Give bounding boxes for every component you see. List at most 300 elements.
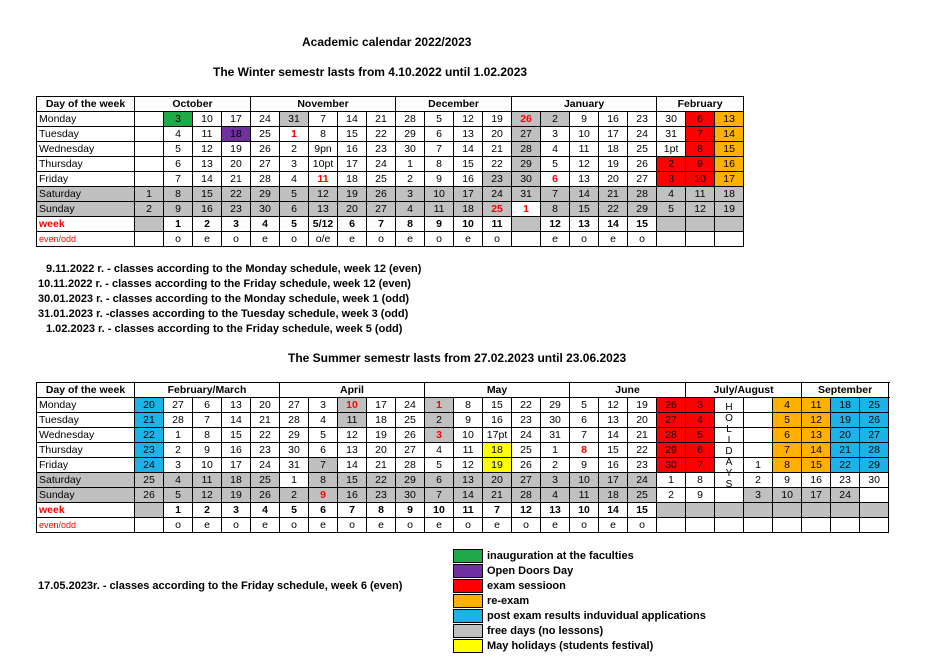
- day-name: Monday: [37, 112, 135, 127]
- date-cell: 18: [222, 473, 251, 488]
- table-row: [37, 473, 889, 488]
- date-cell: 3: [541, 473, 570, 488]
- legend-label: Open Doors Day: [487, 564, 574, 577]
- date-cell: 3: [541, 127, 570, 142]
- week-label: week: [37, 503, 135, 518]
- date-cell: 15: [802, 458, 831, 473]
- day-name: Monday: [37, 398, 135, 413]
- date-cell: 14: [454, 488, 483, 503]
- date-cell: 11: [802, 398, 831, 413]
- date-cell: 17: [715, 172, 744, 187]
- schedule-note: 31.01.2023 r. -classes according to the Tuesday schedule, week 3 (odd): [38, 308, 409, 320]
- week-number: 1: [164, 217, 193, 232]
- date-cell: 21: [135, 413, 164, 428]
- table-row: [37, 413, 889, 428]
- date-cell: 17: [599, 473, 628, 488]
- date-cell: 19: [831, 413, 860, 428]
- date-cell: 29: [512, 157, 541, 172]
- date-cell: 31: [280, 112, 309, 127]
- week-number: 6: [338, 217, 367, 232]
- even-odd-value: o: [425, 232, 454, 247]
- date-cell: 24: [628, 127, 657, 142]
- date-cell: 12: [599, 398, 628, 413]
- date-cell: 31: [541, 428, 570, 443]
- date-cell: 8: [541, 202, 570, 217]
- even-odd-value: o: [164, 518, 193, 533]
- date-cell: 8: [164, 187, 193, 202]
- even-odd-value: o: [512, 518, 541, 533]
- date-cell: 6: [773, 428, 802, 443]
- date-cell: 10: [193, 458, 222, 473]
- legend-label: re-exam: [487, 594, 530, 607]
- date-cell: 5: [570, 398, 599, 413]
- date-cell: 11: [193, 127, 222, 142]
- date-cell: 5: [164, 142, 193, 157]
- legend-item: [453, 638, 706, 653]
- date-cell: 20: [222, 157, 251, 172]
- date-cell: 5: [164, 488, 193, 503]
- schedule-note: 1.02.2023 r. - classes according to the Friday schedule, week 5 (odd): [46, 323, 403, 335]
- date-cell: 6: [280, 202, 309, 217]
- even-odd-value: e: [251, 518, 280, 533]
- date-cell: 9: [164, 202, 193, 217]
- week-number: 15: [628, 503, 657, 518]
- date-cell: 24: [628, 473, 657, 488]
- date-cell: 12: [686, 202, 715, 217]
- date-cell: 15: [715, 142, 744, 157]
- date-cell: 23: [135, 443, 164, 458]
- week-number: [715, 217, 744, 232]
- date-cell: 4: [164, 473, 193, 488]
- date-cell: 27: [657, 413, 686, 428]
- date-cell: 12: [193, 142, 222, 157]
- date-cell: 27: [860, 428, 889, 443]
- schedule-note: 30.01.2023 r. - classes according to the Monday schedule, week 1 (odd): [38, 293, 410, 305]
- date-cell: 30: [396, 488, 425, 503]
- date-cell: 21: [483, 142, 512, 157]
- date-cell: 2: [135, 202, 164, 217]
- date-cell: 26: [251, 142, 280, 157]
- date-cell: 28: [628, 187, 657, 202]
- date-cell: 1: [744, 458, 773, 473]
- date-cell: 11: [570, 488, 599, 503]
- date-cell: 3: [280, 157, 309, 172]
- date-cell: 31: [657, 127, 686, 142]
- date-cell: [135, 172, 164, 187]
- legend-item: [453, 548, 706, 563]
- even-odd-value: o: [396, 518, 425, 533]
- day-name: Sunday: [37, 202, 135, 217]
- date-cell: 2: [280, 142, 309, 157]
- even-odd-value: o: [280, 232, 309, 247]
- even-odd-value: [686, 232, 715, 247]
- date-cell: 20: [483, 473, 512, 488]
- week-number: [715, 503, 744, 518]
- week-number: 10: [454, 217, 483, 232]
- date-cell: 27: [512, 473, 541, 488]
- date-cell: 27: [164, 398, 193, 413]
- date-cell: 8: [309, 473, 338, 488]
- month-header: February: [657, 97, 744, 112]
- day-name: Tuesday: [37, 413, 135, 428]
- date-cell: 4: [657, 187, 686, 202]
- even-odd-value: [657, 232, 686, 247]
- date-cell: 11: [686, 187, 715, 202]
- date-cell: 23: [628, 458, 657, 473]
- date-cell: 9: [425, 172, 454, 187]
- date-cell: 6: [425, 127, 454, 142]
- date-cell: 22: [367, 473, 396, 488]
- day-name: Thursday: [37, 443, 135, 458]
- week-number: 14: [599, 503, 628, 518]
- date-cell: 3: [657, 172, 686, 187]
- date-cell: 31: [512, 187, 541, 202]
- date-cell: 16: [599, 112, 628, 127]
- table-row: [37, 142, 744, 157]
- even-odd-value: [715, 232, 744, 247]
- legend-swatch: [453, 564, 483, 578]
- date-cell: 18: [338, 172, 367, 187]
- summer-calendar-table: [36, 382, 889, 533]
- date-cell: 10: [686, 172, 715, 187]
- week-number: 14: [599, 217, 628, 232]
- legend-label: May holidays (students festival): [487, 639, 654, 652]
- date-cell: 22: [367, 127, 396, 142]
- even-odd-value: [715, 518, 744, 533]
- date-cell: 20: [251, 398, 280, 413]
- date-cell: 29: [251, 187, 280, 202]
- date-cell: 5: [425, 112, 454, 127]
- date-cell: 1: [425, 398, 454, 413]
- holidays-letter: H: [725, 402, 733, 413]
- date-cell: 13: [715, 112, 744, 127]
- day-name: Saturday: [37, 473, 135, 488]
- date-cell: 25: [367, 172, 396, 187]
- date-cell: 7: [425, 142, 454, 157]
- date-cell: [744, 398, 773, 413]
- date-cell: 7: [686, 127, 715, 142]
- date-cell: 1: [396, 157, 425, 172]
- even-odd-value: [512, 232, 541, 247]
- date-cell: 21: [831, 443, 860, 458]
- legend-item: [453, 593, 706, 608]
- date-cell: 16: [338, 488, 367, 503]
- table-row: [37, 187, 744, 202]
- week-number: 2: [193, 503, 222, 518]
- holidays-letter: S: [725, 479, 733, 490]
- date-cell: 13: [309, 202, 338, 217]
- date-cell: 14: [338, 112, 367, 127]
- date-cell: 11: [570, 142, 599, 157]
- date-cell: 12: [454, 112, 483, 127]
- date-cell: 19: [483, 458, 512, 473]
- even-odd-value: [831, 518, 860, 533]
- month-header: June: [570, 383, 686, 398]
- date-cell: 9: [454, 413, 483, 428]
- legend-swatch: [453, 609, 483, 623]
- date-cell: 10: [773, 488, 802, 503]
- date-cell: 20: [367, 443, 396, 458]
- week-number: [686, 217, 715, 232]
- date-cell: 19: [367, 428, 396, 443]
- date-cell: 15: [483, 398, 512, 413]
- legend-swatch: [453, 624, 483, 638]
- date-cell: 25: [251, 127, 280, 142]
- date-cell: 10: [425, 187, 454, 202]
- date-cell: 22: [512, 398, 541, 413]
- date-cell: 12: [454, 458, 483, 473]
- date-cell: 12: [193, 488, 222, 503]
- date-cell: 15: [338, 127, 367, 142]
- date-cell: 10pt: [309, 157, 338, 172]
- date-cell: 8: [193, 428, 222, 443]
- date-cell: 29: [657, 443, 686, 458]
- legend-label: exam sessioon: [487, 579, 566, 592]
- legend-swatch: [453, 639, 483, 653]
- legend-item: [453, 623, 706, 638]
- date-cell: 3: [396, 187, 425, 202]
- date-cell: 7: [309, 112, 338, 127]
- date-cell: 11: [193, 473, 222, 488]
- week-number: [135, 217, 164, 232]
- date-cell: 28: [280, 413, 309, 428]
- date-cell: 10: [193, 112, 222, 127]
- date-cell: 28: [512, 488, 541, 503]
- date-cell: 26: [396, 428, 425, 443]
- date-cell: 4: [425, 443, 454, 458]
- day-of-week-header: Day of the week: [37, 97, 135, 112]
- date-cell: 11: [338, 413, 367, 428]
- even-odd-value: e: [541, 232, 570, 247]
- day-name: Wednesday: [37, 428, 135, 443]
- date-cell: 4: [309, 413, 338, 428]
- even-odd-label: even/odd: [37, 232, 135, 247]
- date-cell: 7: [309, 458, 338, 473]
- date-cell: 27: [251, 157, 280, 172]
- date-cell: 29: [396, 127, 425, 142]
- date-cell: 30: [860, 473, 889, 488]
- even-odd-value: [773, 518, 802, 533]
- date-cell: 23: [483, 172, 512, 187]
- holidays-letter: O: [725, 413, 733, 424]
- date-cell: 27: [628, 172, 657, 187]
- date-cell: 25: [628, 488, 657, 503]
- date-cell: 17pt: [483, 428, 512, 443]
- date-cell: 8: [309, 127, 338, 142]
- date-cell: 21: [599, 187, 628, 202]
- date-cell: 7: [164, 172, 193, 187]
- schedule-note: 9.11.2022 r. - classes according to the Monday schedule, week 12 (even): [46, 263, 422, 275]
- even-odd-value: o/e: [309, 232, 338, 247]
- date-cell: 2: [541, 458, 570, 473]
- date-cell: 22: [222, 187, 251, 202]
- date-cell: 21: [367, 112, 396, 127]
- even-odd-value: [744, 518, 773, 533]
- date-cell: 29: [396, 473, 425, 488]
- date-cell: 26: [657, 398, 686, 413]
- week-number: [860, 503, 889, 518]
- date-cell: 24: [367, 157, 396, 172]
- date-cell: 17: [454, 187, 483, 202]
- week-number: 10: [570, 503, 599, 518]
- date-cell: [744, 413, 773, 428]
- date-cell: 23: [367, 142, 396, 157]
- date-cell: 8: [686, 142, 715, 157]
- date-cell: 17: [599, 127, 628, 142]
- date-cell: 20: [135, 398, 164, 413]
- even-odd-value: o: [628, 518, 657, 533]
- date-cell: [135, 142, 164, 157]
- table-row: [37, 428, 889, 443]
- calendar-title: Academic calendar 2022/2023: [302, 35, 472, 49]
- date-cell: 19: [628, 398, 657, 413]
- legend-item: [453, 563, 706, 578]
- date-cell: 7: [570, 428, 599, 443]
- date-cell: 6: [193, 398, 222, 413]
- date-cell: 26: [367, 187, 396, 202]
- date-cell: 8: [773, 458, 802, 473]
- date-cell: 10: [454, 428, 483, 443]
- date-cell: 19: [222, 488, 251, 503]
- week-label: week: [37, 217, 135, 232]
- date-cell: 30: [251, 202, 280, 217]
- date-cell: [744, 428, 773, 443]
- date-cell: 22: [483, 157, 512, 172]
- table-row: [37, 458, 889, 473]
- date-cell: 29: [280, 428, 309, 443]
- date-cell: 19: [715, 202, 744, 217]
- date-cell: 16: [715, 157, 744, 172]
- week-number: 2: [193, 217, 222, 232]
- holidays-letter: A: [725, 457, 733, 468]
- day-name: Friday: [37, 458, 135, 473]
- date-cell: 28: [396, 112, 425, 127]
- date-cell: 30: [657, 458, 686, 473]
- week-number: [802, 503, 831, 518]
- date-cell: 9: [686, 488, 715, 503]
- table-row: [37, 157, 744, 172]
- date-cell: 16: [802, 473, 831, 488]
- date-cell: 25: [483, 202, 512, 217]
- date-cell: 7: [773, 443, 802, 458]
- date-cell: 25: [135, 473, 164, 488]
- schedule-note: 10.11.2022 r. - classes according to the Friday schedule, week 12 (even): [38, 278, 411, 290]
- date-cell: 1: [280, 473, 309, 488]
- week-number: 13: [541, 503, 570, 518]
- date-cell: 18: [222, 127, 251, 142]
- winter-calendar-table: [36, 96, 744, 247]
- date-cell: 24: [512, 428, 541, 443]
- date-cell: 11: [425, 202, 454, 217]
- date-cell: 16: [483, 413, 512, 428]
- date-cell: 30: [280, 443, 309, 458]
- date-cell: 15: [454, 157, 483, 172]
- date-cell: 5: [425, 458, 454, 473]
- date-cell: 1: [541, 443, 570, 458]
- date-cell: 8: [570, 443, 599, 458]
- even-odd-value: o: [570, 232, 599, 247]
- even-odd-value: e: [338, 232, 367, 247]
- date-cell: 5: [309, 428, 338, 443]
- date-cell: 9: [309, 488, 338, 503]
- date-cell: 30: [512, 172, 541, 187]
- date-cell: 6: [570, 413, 599, 428]
- even-odd-value: e: [367, 518, 396, 533]
- even-odd-value: o: [367, 232, 396, 247]
- date-cell: 17: [338, 157, 367, 172]
- week-number: 11: [483, 217, 512, 232]
- date-cell: 18: [831, 398, 860, 413]
- date-cell: 1: [135, 187, 164, 202]
- date-cell: 23: [251, 443, 280, 458]
- date-cell: 19: [338, 187, 367, 202]
- date-cell: 2: [541, 112, 570, 127]
- date-cell: 19: [222, 142, 251, 157]
- month-header: February/March: [135, 383, 280, 398]
- date-cell: 20: [628, 413, 657, 428]
- date-cell: 18: [483, 443, 512, 458]
- date-cell: 26: [251, 488, 280, 503]
- week-number: 3: [222, 503, 251, 518]
- date-cell: 23: [222, 202, 251, 217]
- date-cell: 18: [715, 187, 744, 202]
- even-odd-value: [135, 518, 164, 533]
- date-cell: 15: [599, 443, 628, 458]
- date-cell: 26: [135, 488, 164, 503]
- date-cell: 7: [193, 413, 222, 428]
- date-cell: 26: [628, 157, 657, 172]
- month-header: October: [135, 97, 251, 112]
- date-cell: 15: [222, 428, 251, 443]
- date-cell: 26: [860, 413, 889, 428]
- even-odd-value: o: [164, 232, 193, 247]
- date-cell: 8: [686, 473, 715, 488]
- date-cell: 18: [367, 413, 396, 428]
- date-cell: [135, 157, 164, 172]
- date-cell: 13: [454, 127, 483, 142]
- even-odd-value: o: [338, 518, 367, 533]
- date-cell: 3: [164, 458, 193, 473]
- date-cell: 2: [425, 413, 454, 428]
- even-odd-value: o: [222, 232, 251, 247]
- date-cell: 12: [309, 187, 338, 202]
- date-cell: 6: [164, 157, 193, 172]
- week-number: 12: [541, 217, 570, 232]
- date-cell: 13: [338, 443, 367, 458]
- even-odd-value: o: [483, 232, 512, 247]
- date-cell: 1: [657, 473, 686, 488]
- date-cell: 10: [570, 127, 599, 142]
- date-cell: 7: [686, 458, 715, 473]
- date-cell: 23: [831, 473, 860, 488]
- winter-heading: The Winter semestr lasts from 4.10.2022 until 1.02.2023: [213, 65, 528, 79]
- week-number: 8: [396, 217, 425, 232]
- even-odd-value: [135, 232, 164, 247]
- date-cell: 14: [193, 172, 222, 187]
- even-odd-value: [802, 518, 831, 533]
- date-cell: 21: [222, 172, 251, 187]
- date-cell: 10: [570, 473, 599, 488]
- date-cell: 18: [599, 488, 628, 503]
- week-number: [657, 503, 686, 518]
- week-number: 12: [512, 503, 541, 518]
- day-name: Thursday: [37, 157, 135, 172]
- week-number: [135, 503, 164, 518]
- legend-label: post exam results induvidual applications: [487, 609, 706, 622]
- even-odd-value: e: [483, 518, 512, 533]
- date-cell: 23: [628, 112, 657, 127]
- date-cell: 5: [686, 428, 715, 443]
